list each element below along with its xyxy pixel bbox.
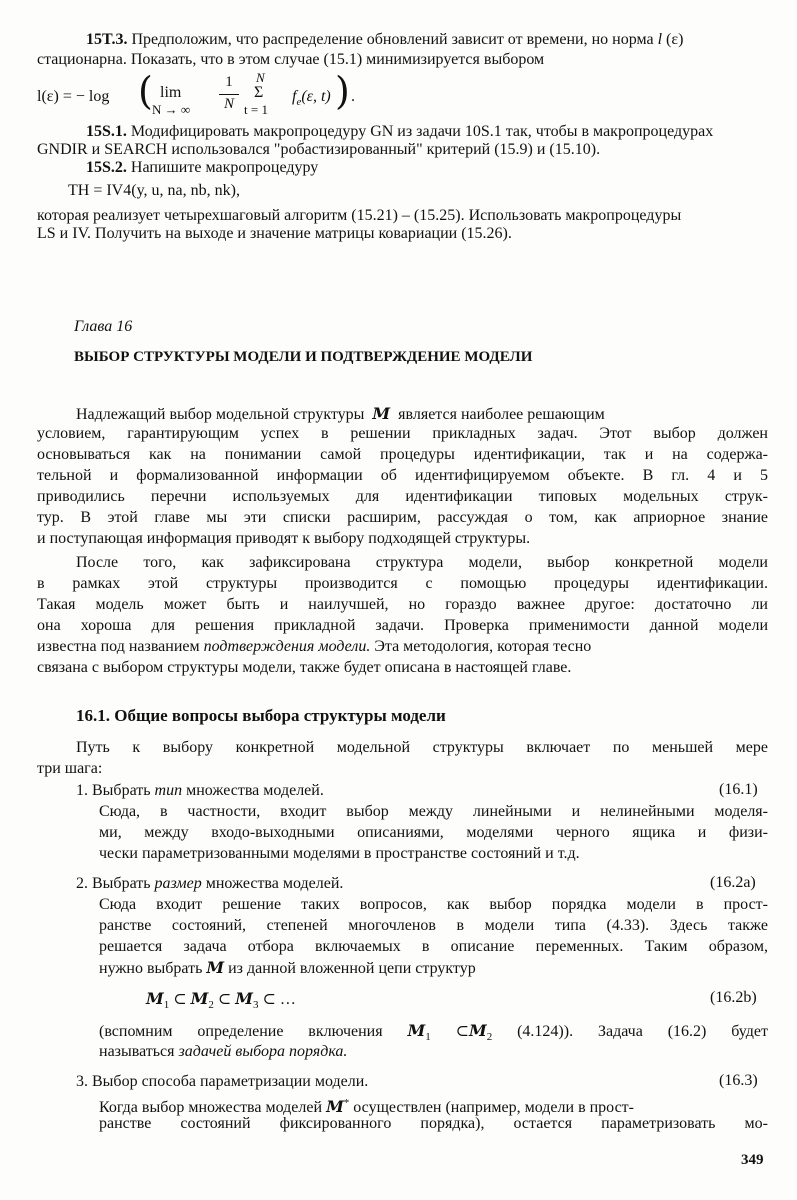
item1-header [76, 781, 324, 801]
chain-M3: M [235, 989, 253, 1008]
incl-sub2: 2 [486, 1031, 493, 1043]
item-text: (4.124)). Задача (16.2) будет [492, 1023, 768, 1040]
item2-line1: Сюда входит решение таких вопросов, как выбор порядка модели в прост- [99, 896, 768, 913]
item-text: называться [99, 1043, 179, 1060]
formula-term-args: (ε, t) [301, 88, 331, 105]
intro-text: известна под названием [37, 638, 200, 655]
exercise-15S2-line1 [86, 158, 318, 178]
section-lead-2: три шага: [37, 760, 103, 777]
item3-header: 3. Выбор способа параметризации модели. [76, 1073, 369, 1090]
item2-line2: ранстве состояний, степеней многочленов в модели типа (4.33). Здесь также [99, 917, 768, 934]
intro-p2-line5 [37, 637, 768, 657]
incl-M1: M [407, 1021, 426, 1040]
item-text: 1. Выбрать [76, 782, 155, 799]
eq-number-16-1: (16.1) [719, 781, 758, 798]
chain-dots: … [279, 991, 296, 1008]
section-lead-1: Путь к выбору конкретной модельной структуры включает по меньшей мере [76, 739, 768, 756]
item-text: осуществлен (например, модели в прост- [349, 1099, 634, 1116]
item-text: (вспомним определение включения [99, 1023, 408, 1040]
formula-sum-bottom: t = 1 [244, 102, 268, 117]
formula-sum: Σ [254, 84, 264, 101]
structure-symbol: M [206, 958, 225, 977]
chapter-title: ВЫБОР СТРУКТУРЫ МОДЕЛИ И ПОДТВЕРЖДЕНИЕ МОДЕЛИ [74, 349, 533, 365]
formula-lhs: l(ε) = − log [37, 88, 110, 105]
item-text: 2. Выбрать [76, 875, 155, 892]
structure-symbol: M [372, 404, 391, 423]
intro-p1-line7: и поступающая информация приводят к выбору подходящей структуры. [37, 530, 531, 547]
formula-term [292, 88, 331, 108]
exercise-15S2-line3: LS и IV. Получить на выходе и значение матрицы ковариации (15.26). [37, 225, 512, 242]
item-emphasis: размер [154, 875, 202, 892]
exercise-text: Напишите макропроцедуру [126, 159, 319, 176]
norm-symbol: l [657, 31, 663, 48]
chain-M2: M [190, 989, 209, 1008]
chain-M1: M [146, 989, 164, 1008]
exercise-label: 15S.2. [86, 159, 127, 176]
item2-line6 [99, 1042, 347, 1062]
chain-subset: ⊂ [262, 991, 276, 1008]
item2-line4 [99, 958, 476, 979]
exercise-15S2-line2: которая реализует четырехшаговый алгоритм (15.21) – (15.25). Использовать макропроцедуры [37, 207, 682, 224]
eq-number-16-3: (16.3) [719, 1072, 758, 1089]
item-text: Когда выбор множества моделей [99, 1099, 327, 1116]
item3-line2: ранстве состояний фиксированного порядка), остается параметризовать мо- [99, 1115, 768, 1132]
formula-left-paren: ( [138, 69, 153, 113]
exercise-label: 15T.3. [86, 31, 128, 48]
intro-p2-line2: в рамках этой структуры производится с помощью процедуры идентификации. [37, 575, 768, 592]
exercise-text: Предположим, что распределение обновлений зависит от времени, но норма [127, 31, 658, 48]
eq-number-16-2a: (16.2a) [710, 874, 756, 891]
item2-line3: решается задача отбора включаемых в описание переменных. Таким образом, [99, 938, 768, 955]
exercise-15S1-line1 [86, 122, 713, 142]
exercise-15T3-line1 [86, 30, 683, 50]
item1-line2: ми, между входо-выходными описаниями, моделями черного ящика и физи- [99, 824, 768, 841]
intro-p1-line2: условием, гарантирующим успех в решении прикладных задач. Этот выбор должен [37, 425, 768, 442]
section-title: 16.1. Общие вопросы выбора структуры модели [76, 706, 446, 725]
page-number: 349 [741, 1152, 764, 1168]
norm-arg: (ε) [662, 31, 684, 48]
intro-p1-line3: основываться как на понимании самой процедуры идентификации, так и на содержа- [37, 446, 768, 463]
exercise-label: 15S.1. [86, 123, 127, 140]
eq-number-16-2b: (16.2b) [710, 989, 757, 1006]
intro-p2-line3: Такая модель может быть и наилучшей, но гораздо важнее другое: достаточно ли [37, 596, 768, 613]
item-text: из данной вложенной цепи структур [224, 960, 476, 977]
incl-M2: M [468, 1021, 487, 1040]
intro-p2-line6: связана с выбором структуры модели, также будет описана в настоящей главе. [37, 659, 572, 676]
intro-text: является наиболее решающим [398, 406, 605, 423]
item1-line3: чески параметризованными моделями в пространстве состояний и т.д. [99, 845, 580, 862]
intro-p2-line1: После того, как зафиксирована структура модели, выбор конкретной модели [76, 554, 768, 571]
intro-p1-line1 [76, 404, 605, 425]
model-validation-term: подтверждения модели. [203, 638, 371, 655]
formula-period: . [351, 88, 355, 105]
star-superscript: * [343, 1097, 350, 1109]
chapter-label: Глава 16 [74, 318, 133, 335]
formula-lim: lim [160, 84, 182, 101]
exercise-15T3-line2: стационарна. Показать, что в этом случае (15.1) минимизируется выбором [37, 51, 545, 68]
chain-sub2: 2 [208, 999, 214, 1011]
formula-frac-bar [219, 94, 239, 95]
item-text: множества моделей. [182, 782, 324, 799]
incl-sub1: 1 [425, 1031, 431, 1043]
item-text: множества моделей. [201, 875, 344, 892]
exercise-text: Модифицировать макропроцедуру GN из задачи 10S.1 так, чтобы в макропроцедурах [126, 123, 714, 140]
structure-symbol: M [326, 1097, 344, 1116]
formula-term-f: f [292, 88, 297, 105]
chain-sub3: 3 [252, 999, 259, 1011]
formula-term-sub: e [296, 96, 302, 108]
exercise-15S2-code: TH = IV4(y, u, na, nb, nk), [68, 182, 240, 199]
item-text: нужно выбрать [99, 960, 207, 977]
formula-lim-sub: N → ∞ [152, 102, 191, 117]
formula-sum-top: N [256, 70, 265, 85]
intro-text: Эта методология, которая тесно [374, 638, 592, 655]
intro-p1-line5: приводились перечни используемых для идентификации типовых модельных струк- [37, 488, 768, 505]
chain-subset: ⊂ [173, 991, 187, 1008]
item1-line1: Сюда, в частности, входит выбор между линейными и нелинейными моделя- [99, 803, 768, 820]
chain-sub1: 1 [163, 999, 170, 1011]
formula-frac-den: N [223, 96, 234, 112]
intro-p1-line4: тельной и формализованной информации об идентифицируемом объекте. В гл. 4 и 5 [37, 467, 768, 484]
intro-p1-line6: тур. В этой главе мы эти списки расширим, рассуждая о том, как априорное знание [37, 509, 768, 526]
incl-subset: ⊂ [455, 1023, 469, 1040]
formula-frac-num: 1 [225, 74, 233, 90]
intro-p2-line4: она хороша для решения прикладной задачи. Проверка применимости данной модели [37, 617, 768, 634]
order-selection-term: задачей выбора порядка. [178, 1043, 348, 1060]
item-emphasis: тип [154, 782, 183, 799]
formula-right-paren: ) [335, 69, 350, 113]
chain-subset: ⊂ [217, 991, 232, 1008]
item2-header [76, 874, 343, 894]
exercise-15S1-line2: GNDIR и SEARCH использовался "робастизированный" критерий (15.9) и (15.10). [37, 141, 601, 158]
nested-chain-formula [146, 989, 296, 1015]
intro-text: Надлежащий выбор модельной структуры [76, 406, 365, 423]
